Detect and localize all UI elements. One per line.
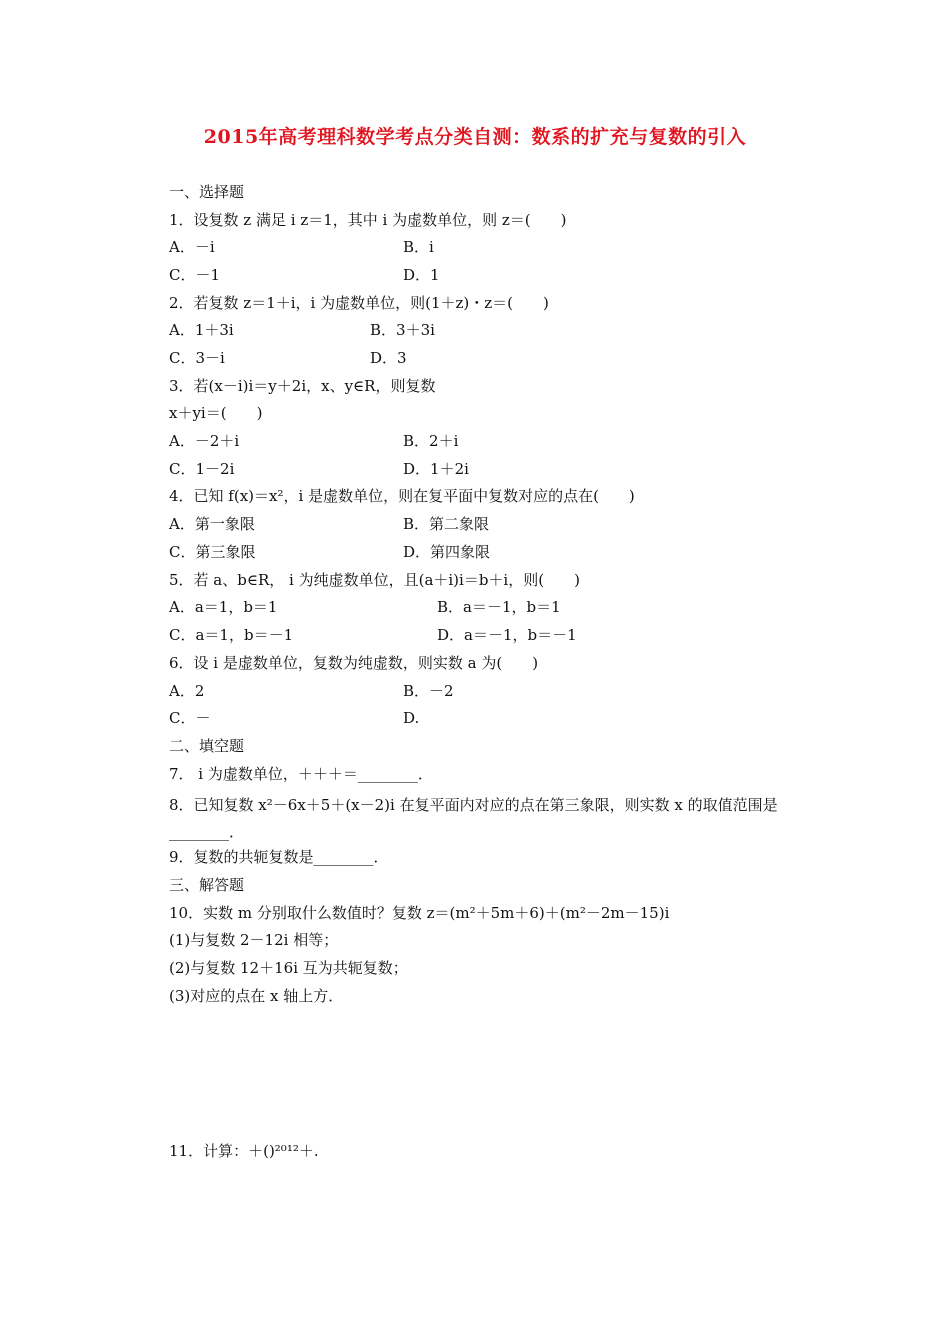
question-4-option-c: C．第三象限: [169, 543, 256, 561]
question-10-part-3: (3)对应的点在 x 轴上方．: [169, 987, 344, 1005]
section-heading-fill-in: 二、填空题: [169, 737, 245, 755]
question-4-option-d: D．第四象限: [403, 543, 491, 561]
question-2-option-b: B．3＋3i: [370, 321, 435, 339]
question-6-option-a: A．2: [169, 682, 205, 700]
question-5-option-c: C．a＝1，b＝－1: [169, 626, 294, 644]
question-6-option-b: B．－2: [403, 682, 454, 700]
question-5-option-d: D．a＝－1，b＝－1: [437, 626, 577, 644]
question-11: 11．计算：＋()²⁰¹²＋.: [169, 1142, 319, 1160]
question-6-option-c: C．－: [169, 709, 211, 727]
question-10-stem: 10．实数 m 分别取什么数值时？复数 z＝(m²＋5m＋6)＋(m²－2m－15)i: [169, 904, 670, 922]
question-3-stem-continued: x＋yi＝( ): [169, 404, 263, 422]
question-1-option-a: A．－i: [169, 238, 215, 256]
question-5-stem: 5．若 a、b∈R， i 为纯虚数单位，且(a＋i)i＝b＋i，则( ): [169, 571, 580, 589]
question-2-option-a: A．1＋3i: [169, 321, 234, 339]
question-3-stem: 3．若(x－i)i＝y＋2i，x、y∈R，则复数: [169, 377, 436, 395]
document-title: 2015年高考理科数学考点分类自测：数系的扩充与复数的引入: [203, 126, 747, 148]
question-6-option-d: D.: [403, 709, 420, 727]
question-2-option-d: D．3: [370, 349, 407, 367]
question-10-part-1: (1)与复数 2－12i 相等；: [169, 931, 339, 949]
question-2-option-c: C．3－i: [169, 349, 225, 367]
question-5-option-a: A．a＝1，b＝1: [169, 598, 278, 616]
question-8: 8．已知复数 x²－6x＋5＋(x－2)i 在复平面内对应的点在第三象限，则实数 x 的取值范围是________．: [169, 796, 778, 841]
question-1-stem: 1．设复数 z 满足 i z＝1，其中 i 为虚数单位，则 z＝( ): [169, 211, 567, 229]
question-4-stem: 4．已知 f(x)＝x²，i 是虚数单位，则在复平面中复数对应的点在( ): [169, 487, 635, 505]
question-7: 7． i 为虚数单位，＋＋＋＝________．: [169, 765, 433, 783]
question-3-option-c: C．1－2i: [169, 460, 235, 478]
question-2-stem: 2．若复数 z＝1＋i，i 为虚数单位，则(1＋z)・z＝( ): [169, 294, 549, 312]
question-6-stem: 6．设 i 是虚数单位，复数为纯虚数，则实数 a 为( ): [169, 654, 539, 672]
question-4-option-a: A．第一象限: [169, 515, 255, 533]
question-1-option-d: D．1: [403, 266, 440, 284]
question-5-option-b: B．a＝－1，b＝1: [437, 598, 561, 616]
question-3-option-d: D．1＋2i: [403, 460, 469, 478]
section-heading-choice: 一、选择题: [169, 183, 245, 201]
section-heading-solve: 三、解答题: [169, 876, 245, 894]
question-10-part-2: (2)与复数 12＋16i 互为共轭复数；: [169, 959, 408, 977]
question-3-option-b: B．2＋i: [403, 432, 459, 450]
question-4-option-b: B．第二象限: [403, 515, 490, 533]
question-3-option-a: A．－2＋i: [169, 432, 240, 450]
question-1-option-c: C．－1: [169, 266, 221, 284]
question-9: 9．复数的共轭复数是________．: [169, 848, 389, 866]
question-1-option-b: B．i: [403, 238, 434, 256]
